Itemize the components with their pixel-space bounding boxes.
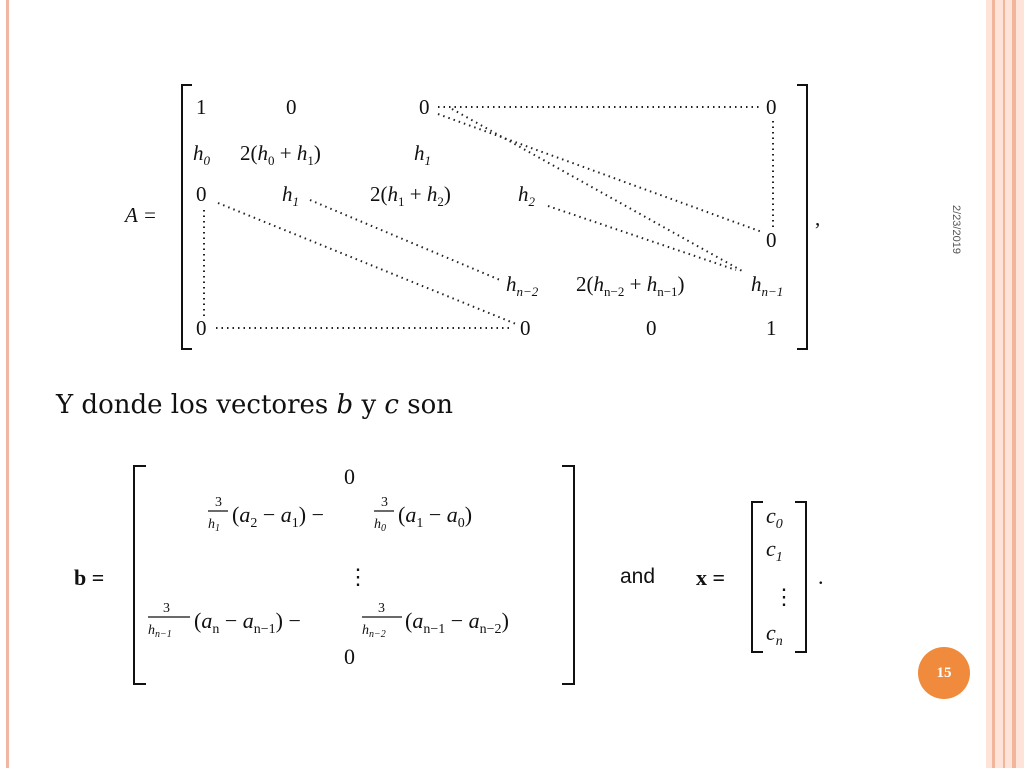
vector-x-label: x = — [696, 565, 726, 590]
b-entry-penultimate — [148, 601, 509, 640]
a-cell-r5c3: 0 — [646, 316, 657, 340]
svg-text:hn−1: $h_{n-1}$ — [148, 623, 172, 640]
body-text-var-b: b — [336, 390, 354, 420]
and-word: and — [620, 565, 656, 588]
b-entry-second — [208, 495, 472, 534]
page-number-badge: 15 — [918, 647, 970, 699]
b-entry-dots: ⋮ — [347, 564, 369, 589]
a-cell-r4c2: $2(h_{n-2} + h_{n-1})$ — [576, 272, 685, 299]
x-entry-dots: ⋮ — [773, 584, 795, 609]
svg-text:h0: $h_0$ — [374, 517, 386, 534]
a-cell-r4c1: $h_{n-2}$ — [506, 272, 539, 299]
slide-date: 2/23/2019 — [950, 205, 962, 254]
a-cell-r2c1: $h_0$ — [193, 141, 210, 168]
body-text-var-c: c — [384, 390, 399, 420]
a-cell-r2c3: $h_1$ — [414, 141, 431, 168]
body-text-tail: son — [407, 390, 453, 420]
x-entry-cn: $c_n$ — [766, 620, 783, 649]
svg-text:3: 3 — [215, 495, 222, 510]
a-cell-r3c5: 0 — [766, 228, 777, 252]
svg-text:3: 3 — [163, 601, 170, 616]
a-cell-r3c1: 0 — [196, 182, 207, 206]
a-cell-r1c4: 0 — [766, 95, 777, 119]
a-cell-r1c1: 1 — [196, 95, 207, 119]
a-cell-r5c2: 0 — [520, 316, 531, 340]
svg-text:hn−2: $h_{n-2}$ — [362, 623, 386, 640]
matrix-a-trailing-comma: , — [815, 206, 821, 230]
b-entry-last: 0 — [344, 644, 355, 669]
b-entry-first: 0 — [344, 464, 355, 489]
a-cell-r3c3: $2(h_1 + h_2)$ — [370, 182, 451, 209]
svg-text:(a2 − a1) −: $(a_2 - a_1)$ − — [232, 502, 324, 531]
svg-text:(a1 − a0): $(a_1 - a_0)$ — [398, 502, 473, 531]
body-text-lead: Y donde los vectores — [56, 390, 329, 420]
a-cell-r3c4: $h_2$ — [518, 182, 535, 209]
x-entry-c0: $c_0$ — [766, 503, 783, 532]
matrix-a-left-bracket — [182, 85, 192, 349]
vector-x-right-bracket — [795, 502, 806, 652]
svg-text:3: 3 — [381, 495, 388, 510]
vector-b-left-bracket — [134, 466, 146, 684]
body-text-mid: y — [361, 390, 377, 420]
a-cell-r3c2: $h_1$ — [282, 182, 299, 209]
svg-text:(an−1 − an−2): $(a_{n-1} - a_{n-2})$ — [405, 608, 509, 637]
a-cell-r5c1: 0 — [196, 316, 207, 340]
a-cell-r2c2: $2(h_0 + h_1)$ — [240, 141, 321, 168]
vector-b-right-bracket — [562, 466, 574, 684]
matrix-a-right-bracket — [797, 85, 807, 349]
matrix-a-label: A = — [125, 203, 157, 227]
a-cell-r4c3: $h_{n-1}$ — [751, 272, 784, 299]
a-cell-r5c4: 1 — [766, 316, 777, 340]
a-cell-r1c3: 0 — [419, 95, 430, 119]
equation-period: . — [818, 564, 824, 589]
svg-text:3: 3 — [378, 601, 385, 616]
x-entry-c1: $c_1$ — [766, 536, 783, 565]
vector-b-label: b = — [74, 565, 105, 590]
a-cell-r1c2: 0 — [286, 95, 297, 119]
body-text-line — [56, 390, 453, 420]
svg-text:h1: $h_1$ — [208, 517, 220, 534]
vector-x-left-bracket — [752, 502, 763, 652]
svg-text:(an − an−1) −: $(a_n - a_{n-1})$ − — [194, 608, 301, 637]
